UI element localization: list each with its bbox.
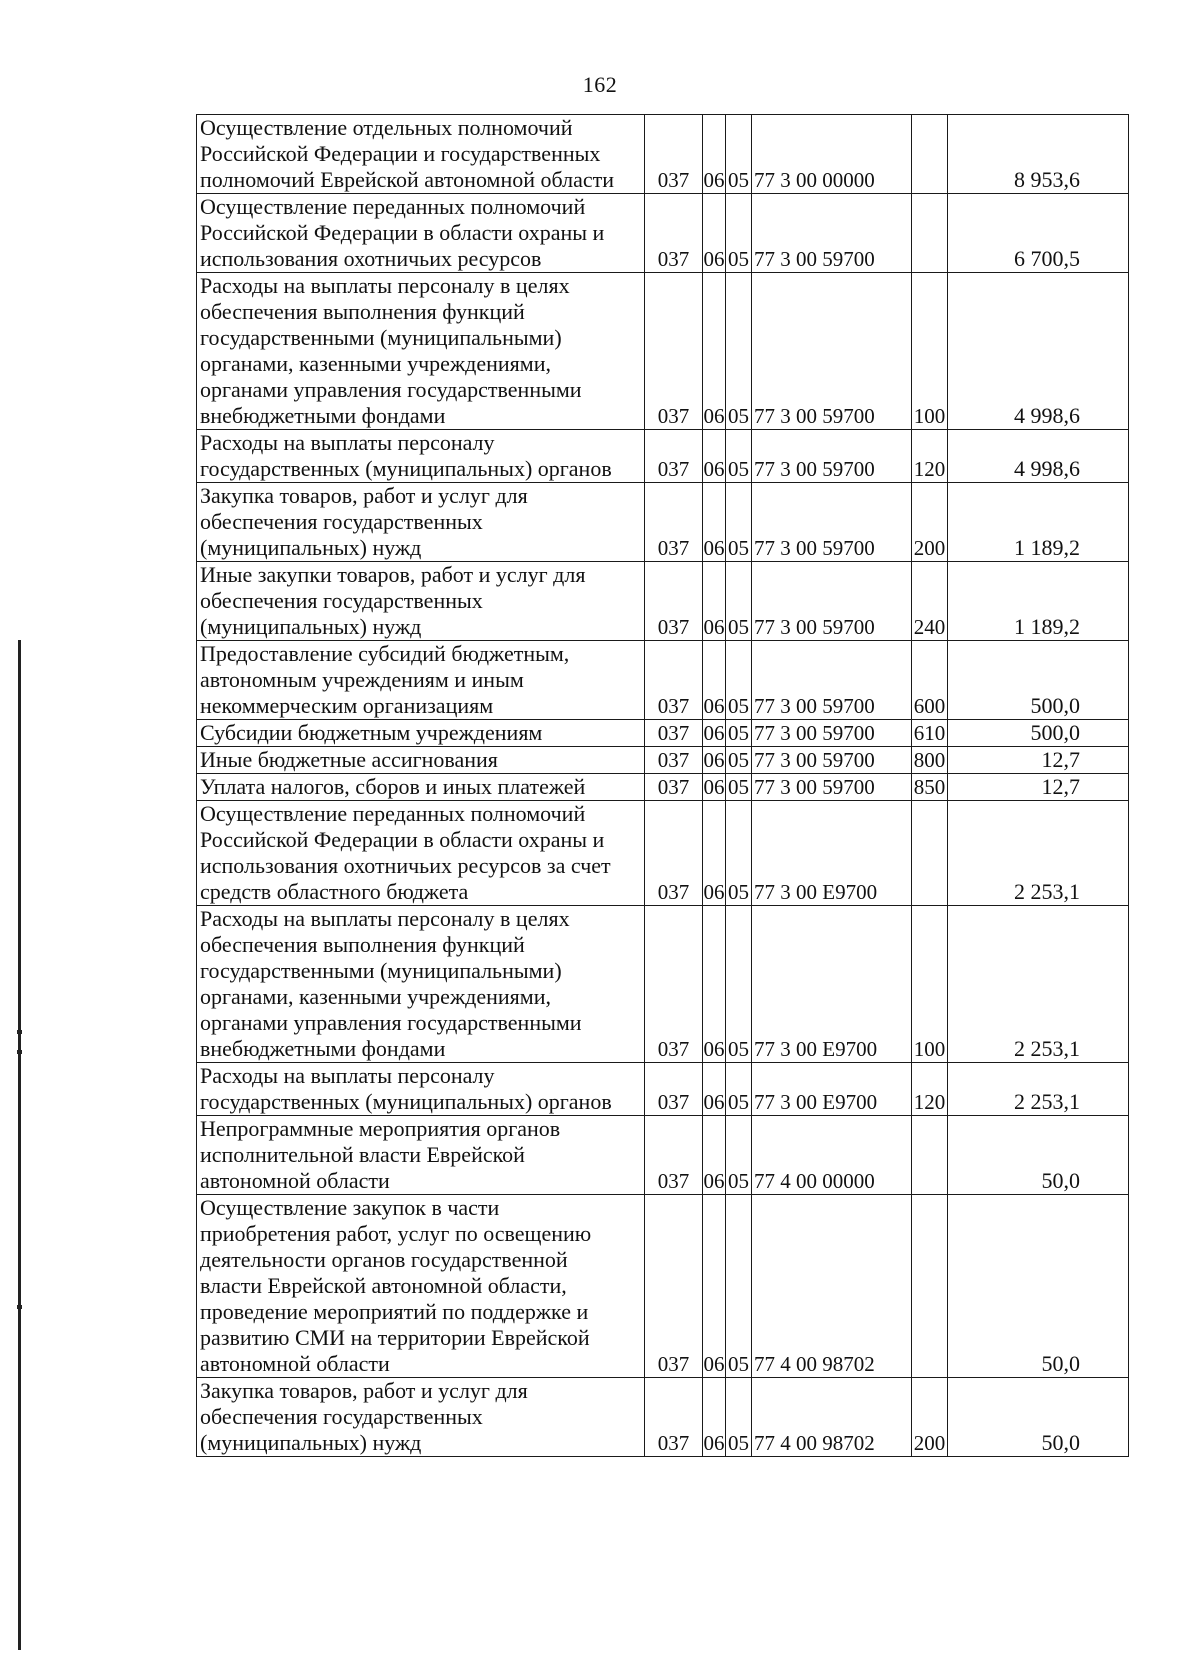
target-article-code: 77 3 00 00000 (752, 115, 912, 194)
section-code: 06 (703, 562, 726, 641)
description-line: проведение мероприятий по поддержке и (200, 1299, 589, 1324)
subsection-code: 05 (726, 483, 752, 562)
table-row (197, 720, 1129, 747)
section-code: 06 (703, 1063, 726, 1116)
row-description (197, 1378, 645, 1457)
ministry-code: 037 (645, 115, 703, 194)
target-article-code: 77 3 00 59700 (752, 562, 912, 641)
description-line: автономным учреждениям и иным (200, 667, 524, 692)
description-line: Уплата налогов, сборов и иных платежей (200, 774, 586, 799)
amount-value: 2 253,1 (948, 906, 1129, 1063)
expense-type-code (912, 194, 948, 273)
section-code: 06 (703, 721, 725, 745)
description-line: Российской Федерации в области охраны и (200, 827, 605, 852)
description-line: Осуществление отдельных полномочий (200, 115, 573, 140)
description-line: Расходы на выплаты персоналу в целях (200, 273, 570, 298)
section-code: 06 (703, 483, 726, 562)
ministry-code: 037 (645, 747, 703, 774)
table-row (197, 562, 1129, 641)
table-body (197, 115, 1129, 1457)
description-line: некоммерческим организациям (200, 693, 494, 718)
description-line: (муниципальных) нужд (200, 614, 422, 639)
description-line: государственных (муниципальных) органов (200, 456, 612, 481)
expense-type-code: 600 (912, 641, 948, 720)
subsection-code: 05 (726, 430, 752, 483)
row-description (197, 774, 645, 801)
description-line: Российской Федерации в области охраны и (200, 220, 605, 245)
row-description (197, 720, 645, 747)
amount-value: 6 700,5 (948, 194, 1129, 273)
amount-value: 8 953,6 (948, 115, 1129, 194)
ministry-code: 037 (645, 483, 703, 562)
description-line: Иные бюджетные ассигнования (200, 747, 498, 772)
ministry-code: 037 (645, 273, 703, 430)
description-line: органами, казенными учреждениями, (200, 351, 551, 376)
table-row (197, 747, 1129, 774)
subsection-code: 05 (726, 115, 752, 194)
description-line: Осуществление переданных полномочий (200, 801, 586, 826)
section-code: 06 (703, 194, 726, 273)
expense-type-code (912, 115, 948, 194)
expense-type-code: 120 (912, 1063, 948, 1116)
amount-value: 12,7 (948, 747, 1129, 774)
scan-mark (17, 1050, 22, 1054)
subsection-code: 05 (726, 1195, 752, 1378)
amount-value: 2 253,1 (948, 801, 1129, 906)
description-line: развитию СМИ на территории Еврейской (200, 1325, 590, 1350)
row-description (197, 115, 645, 194)
amount-value: 1 189,2 (948, 483, 1129, 562)
subsection-code: 05 (726, 801, 752, 906)
expense-type-code: 100 (912, 906, 948, 1063)
row-description (197, 747, 645, 774)
target-article-code: 77 3 00 59700 (752, 641, 912, 720)
description-line: использования охотничьих ресурсов за счет (200, 853, 611, 878)
description-line: (муниципальных) нужд (200, 1430, 422, 1455)
description-line: автономной области (200, 1168, 390, 1193)
description-line: внебюджетными фондами (200, 403, 446, 428)
target-article-code: 77 3 00 59700 (752, 430, 912, 483)
amount-value: 50,0 (948, 1195, 1129, 1378)
amount-value: 1 189,2 (948, 562, 1129, 641)
description-line: использования охотничьих ресурсов (200, 246, 542, 271)
subsection-code: 05 (726, 1378, 752, 1457)
ministry-code: 037 (645, 641, 703, 720)
amount-value: 50,0 (948, 1378, 1129, 1457)
description-line: Осуществление переданных полномочий (200, 194, 586, 219)
section-code: 06 (703, 1195, 726, 1378)
description-line: обеспечения государственных (200, 509, 483, 534)
row-description (197, 430, 645, 483)
description-line: Расходы на выплаты персоналу (200, 430, 495, 455)
description-line: государственных (муниципальных) органов (200, 1089, 612, 1114)
target-article-code: 77 3 00 E9700 (752, 1063, 912, 1116)
description-line: приобретения работ, услуг по освещению (200, 1221, 592, 1246)
target-article-code: 77 4 00 00000 (752, 1116, 912, 1195)
scan-mark (17, 1030, 22, 1034)
table-row (197, 1116, 1129, 1195)
subsection-code: 05 (726, 641, 752, 720)
description-line: обеспечения государственных (200, 588, 483, 613)
target-article-code: 77 3 00 E9700 (752, 906, 912, 1063)
table-row (197, 774, 1129, 801)
description-line: государственными (муниципальными) (200, 958, 562, 983)
row-description (197, 906, 645, 1063)
ministry-code: 037 (645, 430, 703, 483)
ministry-code: 037 (645, 1378, 703, 1457)
section-code: 06 (703, 906, 726, 1063)
subsection-code: 05 (726, 906, 752, 1063)
expense-type-code (912, 1195, 948, 1378)
ministry-code: 037 (645, 906, 703, 1063)
table-row (197, 1195, 1129, 1378)
target-article-code: 77 3 00 59700 (752, 747, 912, 774)
ministry-code: 037 (645, 194, 703, 273)
subsection-code: 05 (726, 747, 752, 774)
ministry-code: 037 (645, 1063, 703, 1116)
ministry-code: 037 (645, 801, 703, 906)
subsection-code: 05 (726, 562, 752, 641)
target-article-code: 77 4 00 98702 (752, 1378, 912, 1457)
amount-value: 4 998,6 (948, 273, 1129, 430)
row-description (197, 1195, 645, 1378)
row-description (197, 483, 645, 562)
table-row (197, 115, 1129, 194)
description-line: Субсидии бюджетным учреждениям (200, 720, 543, 745)
description-line: Российской Федерации и государственных (200, 141, 601, 166)
subsection-code: 05 (726, 194, 752, 273)
expense-type-code: 200 (912, 1378, 948, 1457)
section-code: 06 (703, 801, 726, 906)
expense-type-code: 800 (912, 747, 948, 774)
description-line: деятельности органов государственной (200, 1247, 568, 1272)
description-line: обеспечения выполнения функций (200, 932, 525, 957)
table-row (197, 194, 1129, 273)
description-line: обеспечения государственных (200, 1404, 483, 1429)
page-number: 162 (582, 72, 618, 97)
description-line: государственными (муниципальными) (200, 325, 562, 350)
target-article-code: 77 3 00 59700 (752, 273, 912, 430)
row-description (197, 641, 645, 720)
target-article-code: 77 3 00 59700 (752, 194, 912, 273)
section-code: 06 (703, 641, 726, 720)
section-code: 06 (703, 1116, 726, 1195)
description-line: власти Еврейской автономной области, (200, 1273, 567, 1298)
description-line: органами управления государственными (200, 377, 582, 402)
ministry-code: 037 (645, 562, 703, 641)
section-code: 06 (703, 775, 725, 799)
description-line: внебюджетными фондами (200, 1036, 446, 1061)
expense-type-code: 850 (912, 774, 948, 801)
expense-type-code: 200 (912, 483, 948, 562)
table-row (197, 641, 1129, 720)
section-code: 06 (703, 273, 726, 430)
subsection-code: 05 (726, 1116, 752, 1195)
ministry-code: 037 (645, 774, 703, 801)
row-description (197, 801, 645, 906)
table-row (197, 273, 1129, 430)
ministry-code: 037 (645, 1195, 703, 1378)
scan-mark (17, 1305, 22, 1309)
section-code: 06 (703, 115, 726, 194)
expense-type-code: 100 (912, 273, 948, 430)
table-row (197, 801, 1129, 906)
amount-value: 500,0 (948, 641, 1129, 720)
description-line: Предоставление субсидий бюджетным, (200, 641, 570, 666)
row-description (197, 1116, 645, 1195)
target-article-code: 77 4 00 98702 (752, 1195, 912, 1378)
description-line: полномочий Еврейской автономной области (200, 167, 615, 192)
target-article-code: 77 3 00 59700 (752, 720, 912, 747)
amount-value: 4 998,6 (948, 430, 1129, 483)
description-line: автономной области (200, 1351, 390, 1376)
expense-type-code: 610 (912, 720, 948, 747)
amount-value: 2 253,1 (948, 1063, 1129, 1116)
description-line: Осуществление закупок в части (200, 1195, 500, 1220)
description-line: (муниципальных) нужд (200, 535, 422, 560)
target-article-code: 77 3 00 59700 (752, 774, 912, 801)
expense-type-code (912, 801, 948, 906)
description-line: Закупка товаров, работ и услуг для (200, 1378, 528, 1403)
row-description (197, 194, 645, 273)
subsection-code: 05 (726, 273, 752, 430)
expense-type-code: 120 (912, 430, 948, 483)
amount-value: 50,0 (948, 1116, 1129, 1195)
description-line: органами управления государственными (200, 1010, 582, 1035)
section-code: 06 (703, 430, 726, 483)
table-row (197, 483, 1129, 562)
section-code: 06 (703, 748, 725, 772)
description-line: Расходы на выплаты персоналу в целях (200, 906, 570, 931)
description-line: исполнительной власти Еврейской (200, 1142, 525, 1167)
subsection-code: 05 (726, 720, 752, 747)
ministry-code: 037 (645, 1116, 703, 1195)
row-description (197, 273, 645, 430)
ministry-code: 037 (645, 720, 703, 747)
row-description (197, 562, 645, 641)
subsection-code: 05 (726, 1063, 752, 1116)
row-description (197, 1063, 645, 1116)
expense-type-code: 240 (912, 562, 948, 641)
subsection-code: 05 (726, 774, 752, 801)
table-row (197, 1063, 1129, 1116)
target-article-code: 77 3 00 E9700 (752, 801, 912, 906)
amount-value: 12,7 (948, 774, 1129, 801)
scan-edge-line (18, 640, 21, 1650)
budget-table (196, 114, 1129, 1457)
amount-value: 500,0 (948, 720, 1129, 747)
table-row (197, 906, 1129, 1063)
description-line: обеспечения выполнения функций (200, 299, 525, 324)
table-row (197, 1378, 1129, 1457)
description-line: органами, казенными учреждениями, (200, 984, 551, 1009)
description-line: Непрограммные мероприятия органов (200, 1116, 561, 1141)
expense-type-code (912, 1116, 948, 1195)
section-code: 06 (703, 1378, 726, 1457)
description-line: Иные закупки товаров, работ и услуг для (200, 562, 586, 587)
description-line: средств областного бюджета (200, 879, 469, 904)
target-article-code: 77 3 00 59700 (752, 483, 912, 562)
table-row (197, 430, 1129, 483)
description-line: Закупка товаров, работ и услуг для (200, 483, 528, 508)
description-line: Расходы на выплаты персоналу (200, 1063, 495, 1088)
